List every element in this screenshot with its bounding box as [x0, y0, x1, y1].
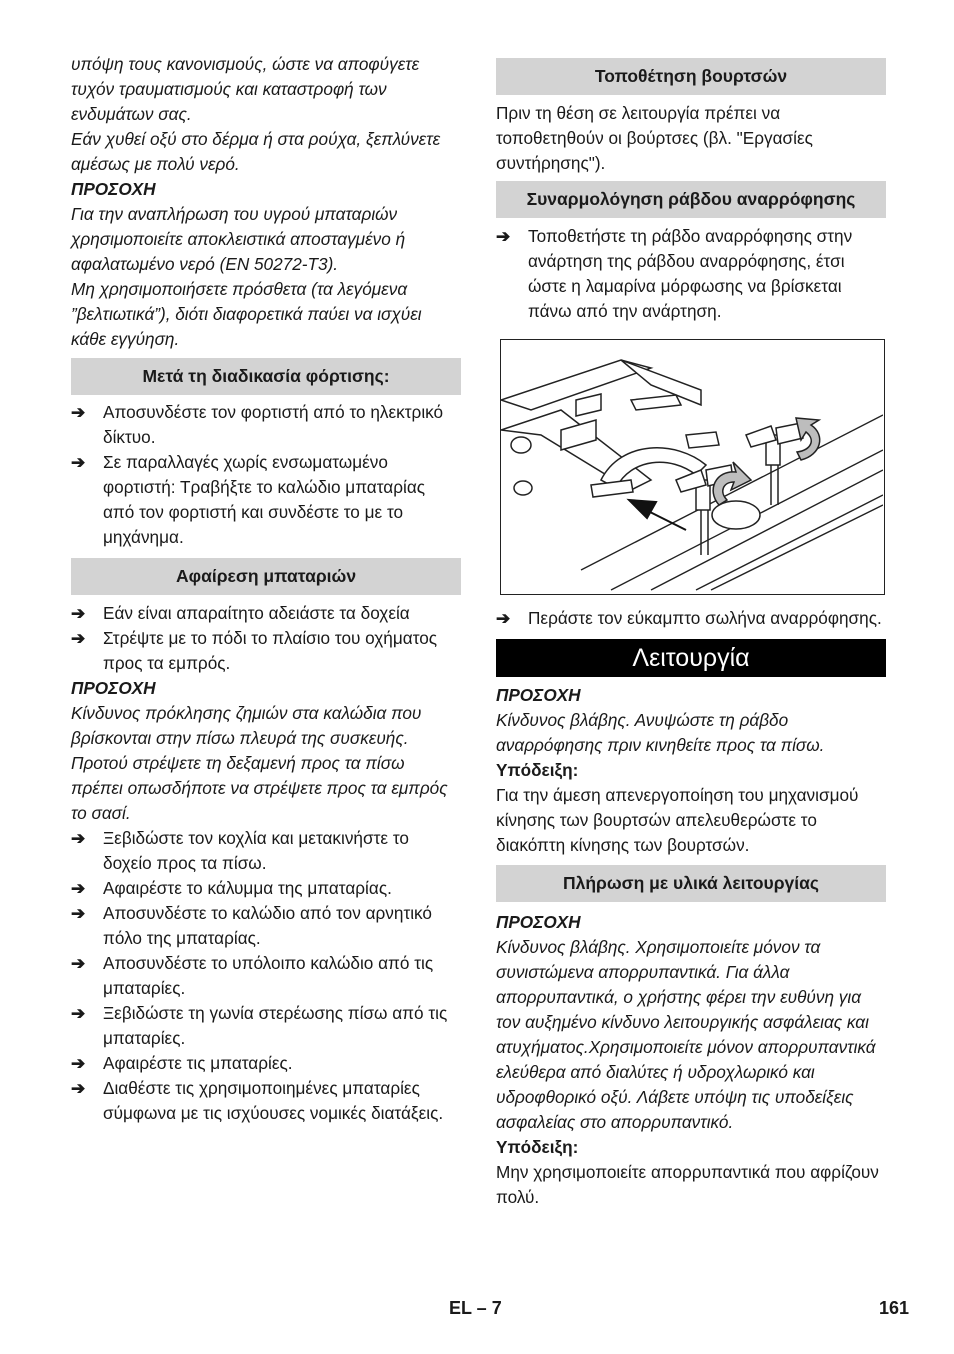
list-item: ➔ Ξεβιδώστε τη γωνία στερέωσης πίσω από τις μπαταρίες. — [71, 1003, 448, 1048]
chapter-heading-operation: Λειτουργία — [496, 639, 886, 677]
list-item: ➔ Αφαιρέστε τις μπαταρίες. — [71, 1051, 461, 1076]
arrow-right-icon: ➔ — [71, 1054, 86, 1073]
left-column — [71, 52, 461, 1126]
caution-heading: ΠΡΟΣΟΧΗ — [71, 179, 156, 199]
list-item: ➔ Τοποθετήστε τη ράβδο αναρρόφησης στην ανάρτηση της ράβδου αναρρόφησης, έτσι ώστε η λαμαρίνα μόρφωσης να βρίσκεται πάνω από την ανάρτηση. — [496, 226, 853, 321]
arrow-right-icon: ➔ — [71, 403, 86, 422]
figure-drawing — [501, 340, 883, 593]
list-item: ➔ Σε παραλλαγές χωρίς ενσωματωμένο φορτιστή: Τραβήξτε το καλώδιο μπαταρίας από τον φορτιστή και συνδέστε το με το μηχάνημα. — [71, 452, 426, 547]
arrow-right-icon: ➔ — [71, 879, 86, 898]
list-item: ➔ Περάστε τον εύκαμπτο σωλήνα αναρρόφησης. — [496, 606, 886, 631]
caution-text: Μη χρησιμοποιήσετε πρόσθετα (τα λεγόμενα ”βελτιωτικά”), διότι διαφορετικά παύει να ισχύει κάθε εγγύηση. — [71, 279, 422, 349]
suction-bar-mounting-figure — [500, 339, 885, 595]
intro-paragraph: υπόψη τους κανονισμούς, ώστε να αποφύγετε τυχόν τραυματισμούς και καταστροφή των ενδυμάτων σας. — [71, 54, 420, 124]
list-item: ➔ Εάν είναι απαραίτητο αδειάστε τα δοχεία — [71, 601, 461, 626]
arrow-right-icon: ➔ — [71, 829, 86, 848]
list-item: ➔ Στρέψτε με το πόδι το πλαίσιο του οχήματος προς τα εμπρός. — [71, 628, 438, 673]
section-heading-suction-bar: Συναρμολόγηση ράβδου αναρρόφησης — [496, 181, 886, 218]
list-item: ➔ Αποσυνδέστε το υπόλοιπο καλώδιο από τις μπαταρίες. — [71, 953, 434, 998]
page-number: 161 — [879, 1298, 910, 1318]
section-heading-fill-consumables: Πλήρωση με υλικά λειτουργίας — [496, 865, 886, 902]
acid-warning-paragraph: Εάν χυθεί οξύ στο δέρμα ή στα ρούχα, ξεπλύνετε αμέσως με πολύ νερό. — [71, 129, 441, 174]
caution-heading: ΠΡΟΣΟΧΗ — [496, 685, 581, 705]
caution-text: Κίνδυνος βλάβης. Χρησιμοποιείτε μόνον τα συνιστώμενα απορρυπαντικά. Για άλλα απορρυπαντικά, ο χρήστης φέρει την ευθύνη για τον αυξημένο κίνδυνο λειτουργικής ασφάλειας και ατυχήματος.Χρησιμοποιείτε μόνον απορρυπαντικά ελεύθερα από διαλύτες ή υδροχλωρικό και υδροφθορικό οξύ. Λάβετε υπόψη τις υποδείξεις ασφαλείας στο απορρυπαντικό. — [496, 937, 876, 1132]
arrow-right-icon: ➔ — [496, 609, 511, 628]
section-heading-brushes: Τοποθέτηση βουρτσών — [496, 58, 886, 95]
arrow-right-icon: ➔ — [71, 604, 86, 623]
list-item: ➔ Ξεβιδώστε τον κοχλία και μετακινήστε το δοχείο προς τα πίσω. — [71, 828, 409, 873]
section-heading-remove-batteries: Αφαίρεση μπαταριών — [71, 558, 461, 595]
list-item: ➔ Αφαιρέστε το κάλυμμα της μπαταρίας. — [71, 876, 461, 901]
caution-text: Κίνδυνος πρόκλησης ζημιών στα καλώδια που βρίσκονται στην πίσω πλευρά της συσκευής. Προτού στρέψετε τη δεξαμενή προς τα πίσω πρέπει οπωσδήποτε να στρέψετε προς τα εμπρός το σασί. — [71, 703, 448, 823]
caution-text: Για την αναπλήρωση του υγρού μπαταριών χρησιμοποιείτε αποκλειστικά αποσταγμένο ή αφαλατωμένο νερό (EN 50272-T3). — [71, 204, 406, 274]
arrow-right-icon: ➔ — [71, 1079, 86, 1098]
right-column — [496, 58, 886, 1210]
hint-heading: Υπόδειξη: — [496, 760, 579, 780]
hint-heading: Υπόδειξη: — [496, 1137, 579, 1157]
list-item: ➔ Αποσυνδέστε το καλώδιο από τον αρνητικό πόλο της μπαταρίας. — [71, 903, 432, 948]
list-item: ➔ Αποσυνδέστε τον φορτιστή από το ηλεκτρικό δίκτυο. — [71, 402, 444, 447]
arrow-right-icon: ➔ — [71, 1004, 86, 1023]
brushes-paragraph: Πριν τη θέση σε λειτουργία πρέπει να τοποθετηθούν οι βούρτσες (βλ. "Εργασίες συντήρησης"). — [496, 103, 813, 173]
caution-heading: ΠΡΟΣΟΧΗ — [71, 678, 156, 698]
section-heading-after-charging: Μετά τη διαδικασία φόρτισης: — [71, 358, 461, 395]
arrow-right-icon: ➔ — [496, 227, 511, 246]
hint-text: Για την άμεση απενεργοποίηση του μηχανισμού κίνησης των βουρτσών απελευθερώστε το διακόπτη κίνησης των βουρτσών. — [496, 785, 859, 855]
caution-heading: ΠΡΟΣΟΧΗ — [496, 912, 581, 932]
footer-section-ref: EL – 7 — [449, 1298, 502, 1318]
caution-text: Κίνδυνος βλάβης. Ανυψώστε τη ράβδο αναρρόφησης πριν κινηθείτε προς τα πίσω. — [496, 710, 825, 755]
arrow-right-icon: ➔ — [71, 629, 86, 648]
arrow-right-icon: ➔ — [71, 904, 86, 923]
list-item: ➔ Διαθέστε τις χρησιμοποιημένες μπαταρίες σύμφωνα με τις ισχύουσες νομικές διατάξεις. — [71, 1078, 444, 1123]
hint-text: Μην χρησιμοποιείτε απορρυπαντικά που αφρίζουν πολύ. — [496, 1162, 879, 1207]
arrow-right-icon: ➔ — [71, 954, 86, 973]
arrow-right-icon: ➔ — [71, 453, 86, 472]
